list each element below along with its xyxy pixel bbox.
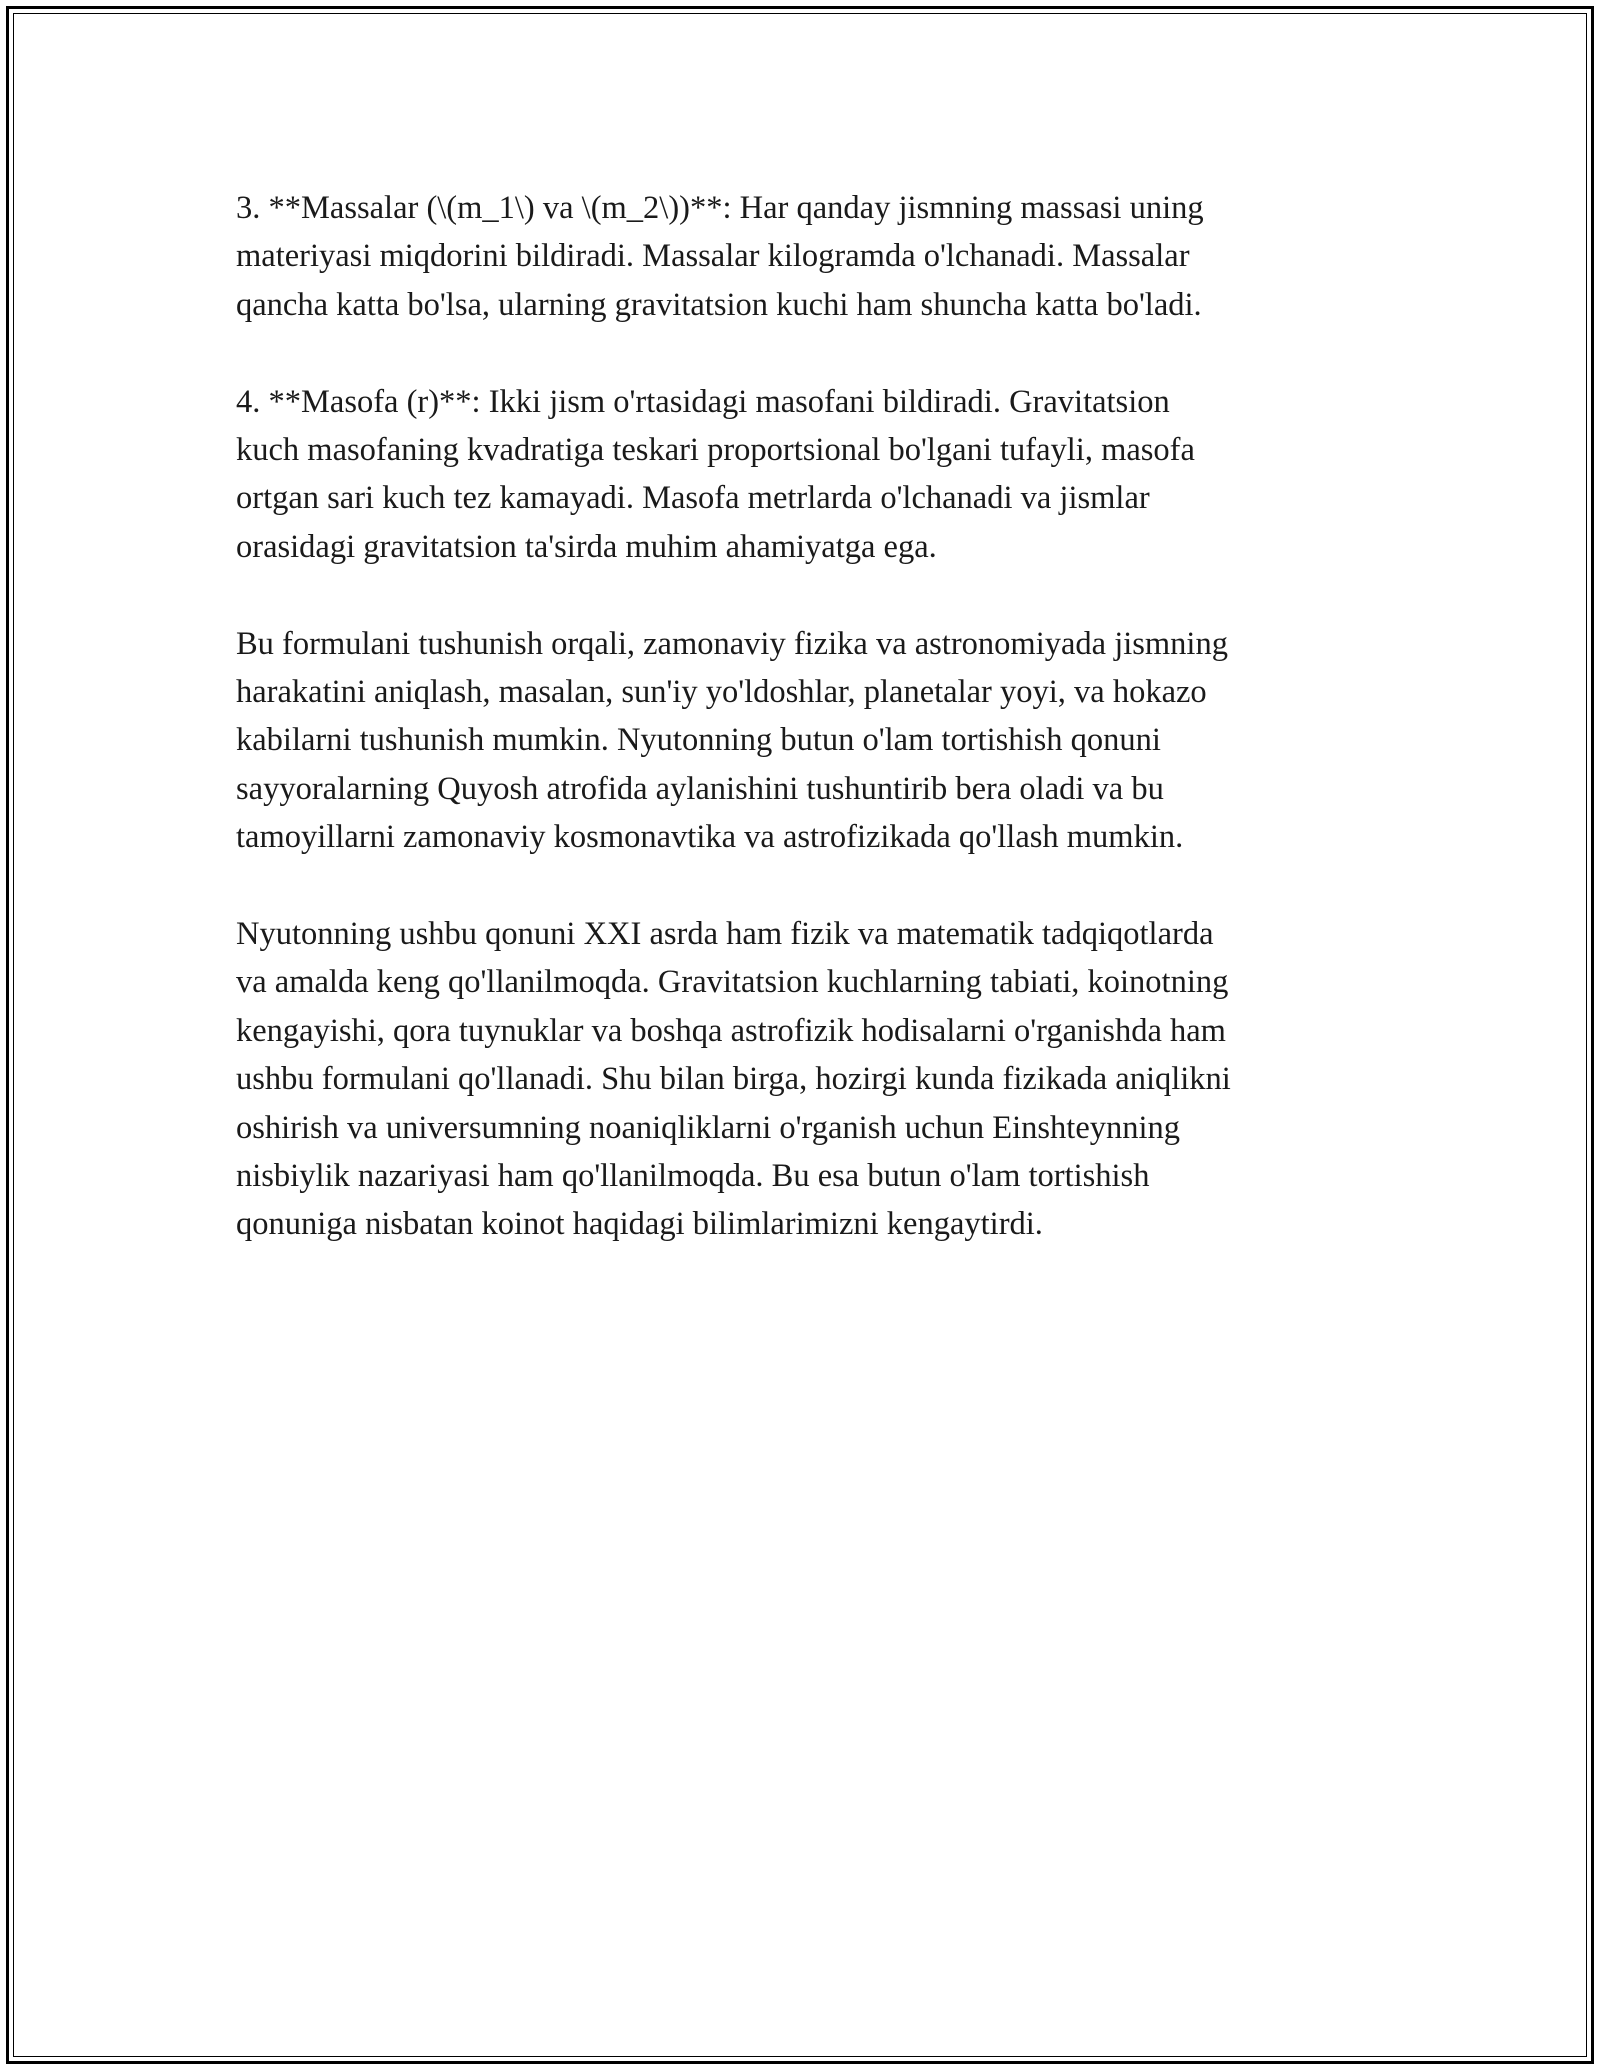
paragraph-masses: 3. **Massalar (\(m_1\) va \(m_2\))**: Har qanday jismning massasi uning materiyasi miqdorini bildiradi. Massalar kilogramda o'lchanadi. Massalar qancha katta bo'lsa, ularning gravitatsion kuchi ham shuncha katta bo'ladi. <box>236 190 1204 323</box>
document-body <box>236 184 1386 1297</box>
paragraph-distance: 4. **Masofa (r)**: Ikki jism o'rtasidagi masofani bildiradi. Gravitatsion kuch masofaning kvadratiga teskari proportsional bo'lgani tufayli, masofa ortgan sari kuch tez kamayadi. Masofa metrlarda o'lchanadi va jismlar orasidagi gravitatsion ta'sirda muhim ahamiyatga ega. <box>236 383 1195 565</box>
paragraph-formula-understanding: Bu formulani tushunish orqali, zamonaviy fizika va astronomiyada jismning harakatini aniqlash, masalan, sun'iy yo'ldoshlar, planetalar yoyi, va hokazo kabilarni tushunish mumkin. Nyutonning butun o'lam tortishish qonuni sayyoralarning Quyosh atrofida aylanishini tushuntirib bera oladi va bu tamoyillarni zamonaviy kosmonavtika va astrofizikada qo'llash mumkin. <box>236 625 1228 856</box>
paragraph-modern-application: Nyutonning ushbu qonuni XXI asrda ham fizik va matematik tadqiqotlarda va amalda keng qo'llanilmoqda. Gravitatsion kuchlarning tabiati, koinotning kengayishi, qora tuynuklar va boshqa astrofizik hodisalarni o'rganishda ham ushbu formulani qo'llanadi. Shu bilan birga, hozirgi kunda fizikada aniqlikni oshirish va universumning noaniqliklarni o'rganish uchun Einshteynning nisbiylik nazariyasi ham qo'llanilmoqda. Bu esa butun o'lam tortishish qonuniga nisbatan koinot haqidagi bilimlarimizni kengaytirdi. <box>236 916 1231 1243</box>
